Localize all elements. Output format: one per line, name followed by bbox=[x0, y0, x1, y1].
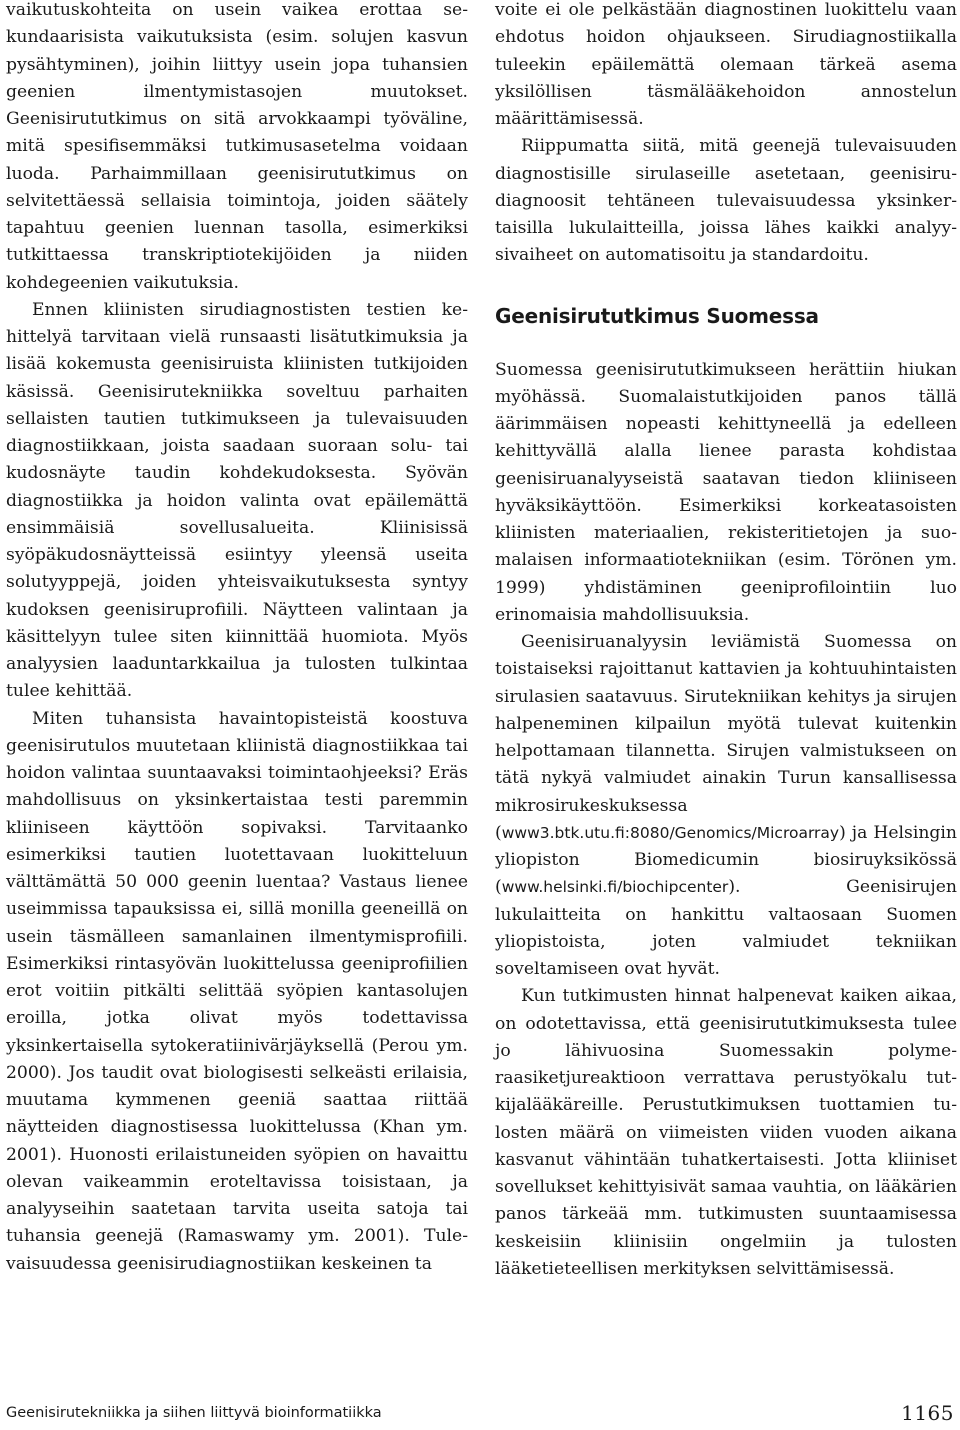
body-paragraph: Suomessa geenisirututkimukseen herättiin hiukan myöhässä. Suomalaistutkijoiden panos tällä äärimmäisen nopeasti kehittyneellä ja edelleen kehittyvällä alalla lienee parasta kohdistaa geenisiruanalyyseistä saatavan tiedon kliiniseen hyväksikäyttöön. Esimerkiksi korkeatasoisten kliinisten materiaalien, rekisteritietojen ja suomalaisen informaatiotekniikan (esim. Törönen ym. 1999) yhdistäminen geeniprofilointiin luo erinomaisia mahdollisuuksia. bbox=[495, 359, 957, 625]
availability-text: Geenisiruanalyysin leviämistä Suomessa on toistaiseksi rajoittanut kattavien ja kohtuuhintaisten sirulasien saatavuus. Sirutekniikan kehitys ja sirujen halpeneminen kilpailun myötä tulevat kuitenkin helpottamaan tilannetta. Sirujen valmistukseen on tätä nykyä valmiudet ainakin Turun kansallisessa mikrosirukeskuksessa ( bbox=[495, 632, 957, 843]
body-paragraph: Ennen kliinisten sirudiagnostisten testien kehittelyä tarvitaan vielä runsaasti lisätutkimuksia ja lisää kokemusta geenisiruista kliinisten tutkijoiden käsissä. Geenisirutekniikka soveltuu parhaiten sellaisten tautien tutkimukseen ja tulevaisuuden diagnostiikkaan, joista saadaan suoraan solu- tai kudosnäyte taudin kohdekudoksesta. Syövän diagnostiikka ja hoidon valinta ovat epäilemättä ensimmäisiä sovellusalueita. Kliinisissä syöpäkudosnäytteissä esiintyy yleensä useita solutyyppejä, joiden yhteisvaikutuksesta syntyy kudoksen geenisiruprofiili. Näytteen valintaan ja käsittelyyn tulee siten kiinnittää huomiota. Myös analyysien laaduntarkkailua ja tulosten tulkintaa tulee kehittää. bbox=[6, 299, 468, 702]
body-paragraph: Kun tutkimusten hinnat halpenevat kaiken aikaa, on odotettavissa, että geenisirututkimuksesta tulee jo lähivuosina Suomessakin polymeraasiketjureaktioon verrattava perustyökalu tutkijalääkäreille. Perustutkimuksen tuottamien tulosten määrä on viimeisten viiden vuoden aikana kasvanut vähintään tuhatkertaisesti. Jotta kliiniset sovellukset kehittyisivät samaa vauhtia, on lääkärien panos tärkeää mm. tutkimusten suuntaamisessa keskeisiin kliinisiin ongelmiin ja tulosten lääketieteellisen merkityksen selvittämisessä. bbox=[495, 986, 957, 1279]
running-title: Geenisirutekniikka ja siihen liittyvä bioinformatiikka bbox=[6, 1405, 382, 1421]
body-paragraph: Riippumatta siitä, mitä geenejä tulevaisuuden diagnostisille sirulaseille asetetaan, geenisirudiagnoosit tehtäneen tulevaisuudessa yksinkertaisilla lukulaitteilla, joissa lähes kaikki analyysivaiheet on automatisoitu ja standardoitu. bbox=[495, 136, 957, 266]
body-paragraph: voite ei ole pelkästään diagnostinen luokittelu vaan ehdotus hoidon ohjaukseen. Sirudiagnostiikalla tuleekin epäilemättä olemaan tärkeä asema yksilöllisen täsmälääkehoidon annostelun määrittämisessä. bbox=[495, 0, 957, 129]
body-paragraph-availability bbox=[495, 629, 957, 983]
page-number: 1165 bbox=[901, 1401, 954, 1425]
left-column bbox=[6, 0, 468, 1278]
url-turku[interactable]: www3.btk.utu.fi:8080/Genomics/Microarray bbox=[501, 823, 840, 842]
body-paragraph: vaikutuskohteita on usein vaikea erottaa sekundaarisista vaikutuksista (esim. solujen kasvun pysähtyminen), joihin liittyy usein jopa tuhansien geenien ilmentymistasojen muutokset. Geenisirututkimus on sitä arvokkaampi työväline, mitä spesifisemmäksi tutkimusasetelma voidaan luoda. Parhaimmillaan geenisirututkimus on selvitettäessä sellaisia toimintoja, joiden säätely tapahtuu geenien luennan tasolla, esimerkiksi tutkittaessa transkriptiotekijöiden ja niiden kohdegeenien vaikutuksia. bbox=[6, 0, 468, 293]
page-footer bbox=[6, 1399, 956, 1427]
body-paragraph: Miten tuhansista havaintopisteistä koostuva geenisirutulos muutetaan kliinistä diagnostiikkaa tai hoidon valintaa suuntaavaksi toimintaohjeeksi? Eräs mahdollisuus on yksinkertaistaa testi paremmin kliiniseen käyttöön sopivaksi. Tarvitaanko esimerkiksi tautien luotettavaan luokitteluun välttämättä 50 000 geenin luentaa? Vastaus lienee useimmissa tapauksissa ei, sillä monilla geeneillä on usein täsmälleen samanlainen ilmentymisprofiili. Esimerkiksi rintasyövän luokittelussa geeniprofiilien erot voitiin pitkälti selittää syöpien kantasolujen eroilla, jotka olivat myös todettavissa yksinkertaisella sytokeratiinivärjäyksellä (Perou ym. 2000). Jos taudit ovat biologisesti selkeästi erilaisia, muutama kymmenen geeniä saattaa riittää näytteiden diagnostisessa luokittelussa (Khan ym. 2001). Huonosti erilaistuneiden syöpien on havaittu olevan vaikeammin eroteltavissa toisistaan, ja analyyseihin saatetaan tarvita useita satoja tai tuhansia geenejä (Ramaswamy ym. 2001). Tulevaisuudessa geenisirudiagnostiikan keskeinen ta bbox=[6, 708, 468, 1274]
section-heading: Geenisirututkimus Suomessa bbox=[495, 303, 819, 328]
url-helsinki[interactable]: www.helsinki.fi/biochipcenter bbox=[501, 878, 729, 897]
right-column bbox=[495, 0, 957, 1283]
availability-text: ). Geenisirujen lukulaitteita on hankittu valtaosaan Suomen yliopistoista, joten valmiudet tekniikan soveltamiseen ovat hyvät. bbox=[495, 877, 957, 979]
availability-text: ) ja Helsingin yliopiston Biomedicumin biosiruyksikössä ( bbox=[495, 822, 957, 898]
